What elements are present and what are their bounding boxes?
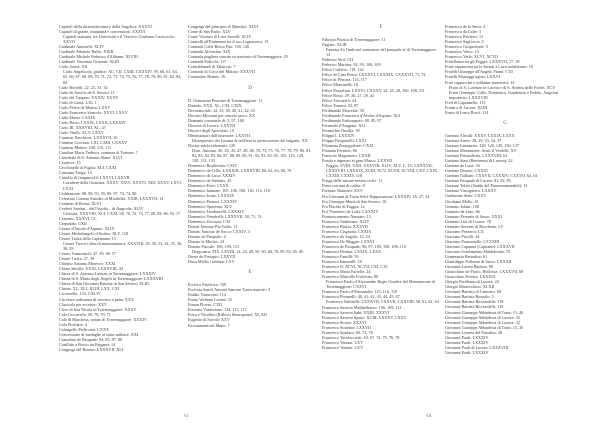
index-entry: Carlo Vitelli: XCV, LXXV [59,129,104,135]
index-entry: Felice Rossi: 29, 26, 27, 29, 43 [322,92,375,98]
index-entry: Controlli all'Eminenza tra il suo Legnascero: 15 [188,39,269,45]
index-entry: Contrada Alfonsina: XIX [188,49,231,55]
index-entry: Francesco da Lalle: 3 [445,29,481,35]
index-entry: Francesco Paolo d'Alessandro: 115, 116, 119 [322,289,398,295]
index-entry: Giovanni Battista Ricciardelli: 118 [445,299,504,305]
index-entry: Federico Martino: 92, 93, 108, 109 [322,62,381,68]
index-entry: Cesaticci: 15 [59,160,81,166]
index-entry: Gaetano Galliani: CXXVII, CXXXIV, CXXVII, 62, 64 [445,173,538,179]
index-entry: Carlo Felice de Mattia: LXXV [59,104,111,110]
index-entry: Carlo Arena: XII [59,64,88,70]
index-entry: Giovanni Giuseppe Abbadessa di Lucera: 32 [445,314,520,320]
index-entry: Felice de Lina Pietra: LXXXVI, LXXXIX, CXXXVII, 71, 72 [322,72,426,78]
index-entry: Chiarito Antonio Maresco: XXXI [59,261,116,267]
index-entry: Giovanni Battista Rozzolo: 5 [445,294,494,300]
page-number-left: vi [184,414,188,419]
index-entry: Domenico de Cillis: LXXXIX, LXXXVIII, 60, 62, 63, 68, 70 [188,168,292,174]
index-entry: Erica e Nicolino (Riflessi Sbarrapone): XI, XII [188,312,267,318]
index-entry: Emilio Vanuccius: 114 [188,292,226,298]
index-entry: Cesare Michelangelo d'Avalos: XLV, 118 [59,230,129,236]
index-entry: Gaetano Lammetta: 120, 126, 129, 130, 137 [445,142,519,148]
index-entry: Gaetano Pasquale di Lucera: 81, 82, 85 [445,178,511,184]
index-entry: Gaetano Denaro: CXXXI [445,168,488,174]
index-entry: Felice Caffetto: 119, 124 [322,67,364,73]
index-entry: Cardinale Vincenzo Grimani: XLIII [59,59,120,65]
index-entry: Ecclesia Sancti Antonii Sanctae Turris maioris: 3 [188,287,271,293]
index-entry: Francesco Saverio Spanò: XCIII, LXXXV, CXXV [322,314,407,320]
index-entry: Francesco Paolo d'Alessandro Regio Giudice del Monasterone di Torremaggiore: CXXVI [326,279,436,290]
index-entry: Francesco Storzino: LXXVII [322,324,371,330]
index-entry: Felice di Pescara: 116, 117 [322,77,367,83]
index-entry: Fondo e ingresso ai gran Masco: LXXVII [322,158,393,164]
index-entry: Francesco II: XCVI, XCVII, CXI, CXI [322,264,388,270]
index-entry: Fra Placido di Foggia: 12 [322,203,365,209]
index-entry: Gasbarone Sette: CXXV [445,193,487,199]
index-entry: Decoratoriale: 22, 23, 38, 40, 41, 42, 43 [188,107,255,113]
index-entry: Francesco Andrisano: XLIV [322,218,370,224]
index-entry: Giacomo Pezzerra: LX [445,228,484,234]
index-entry: Gioacchino de Florio, Bellozza: LXXXVII, 60 [445,269,524,275]
index-entry: Giacomo Ponzaniello: LXXXIII [445,238,500,244]
index-entry: Ennon Ploves: CXII [188,302,222,308]
index-entry: Ferdinando Morreale: 30 [322,107,364,113]
index-entry: Francesco Ventasi: LXV [322,339,364,345]
index-entry: Francesco Mascelle Fraferino: 80 [322,274,379,280]
index-entry: Francesco Saverio Sabi: XXIII, XXXVI [322,309,390,315]
index-entry: Errorino Vanessiano: 114, 115, 117 [188,307,247,313]
index-entry: Conte di San Paolo: XLV [188,29,231,35]
index-entry: Casimiro Tangs: 14 [59,170,92,176]
index-entry: Domenico Icone: LXXXIX [188,193,235,199]
index-entry: Diocese di Lucera: LXXVII [188,122,236,128]
index-entry: Cavaliere della Giustizia: XXXV, XXIV, XXXVI, XIII, XXXV, LXVI, CXXI [63,180,182,191]
index-entry: Famosa d'a l'indo nel sommerso del pasquale al di Torremaggiore: 14 [326,47,437,58]
index-entry: Giammaria Berardini: 61 [445,254,488,260]
index-entry: Eccleco Fatelvica: 109 [188,282,227,288]
index-entry: Gennaro de Lino: 66 [445,208,480,214]
index-entry: Carmine Nacchicer: LXXXVII, 16 [59,135,118,141]
index-entry: Francesco de Pasquale: 96, 97, 100, 108, 109, 110 [322,243,406,249]
page-number-right: vii [426,414,432,419]
index-entry: Cesare Traincattoli: 47, 49, 48, 57 [59,251,116,257]
index-entry: Fratellanza tra gli Foggia: LXXXVII, 17, 18 [445,59,520,65]
index-entry: Gaetano Stasi (Benvenuti di Lucera): 22 [445,158,513,164]
index-entry: Contrada di Ciccà del Mulino: XXXVII [188,69,255,75]
index-entry: Donato la Morleo: 24 [188,238,225,244]
index-entry: Fratri Giuseppe, Callo, Domenico, Gaudenzio e Fedele, Angioini inquizarisi: LXXXVIII [449,89,558,100]
index-entry: Carlo Borrelli: 22, 23, 33, 34 [59,84,108,90]
index-entry: Filomena Zizzoppilone: CXXI [322,143,374,149]
index-entry: Francesco Iannotilli: 18 [322,259,362,265]
index-entry: Francesco Cisgnotta: LXXIX [322,228,372,234]
index-entry: Domenico Tamburrelli: LXXXIV [188,208,245,214]
index-entry: Filippo Pasquarelli: LXXI [322,137,366,143]
index-entry: Cecchinella di Puglia: XLI, CXXI [59,165,117,171]
index-entry: Gioacchino Ferrara: LXXXIX [445,274,496,280]
index-entry: Francesco Spadaro: 60, 73, 78 [322,329,373,335]
index-entry: Gaetano de Luca: 34 [445,163,480,169]
index-entry: Giovanni Giuseppe Abbadessa di Trani: 15, 20 [445,324,524,330]
index-entry: Chiesa: XL, XLI, XLIII, LXX, CXI [59,286,120,292]
index-entry: Francesco da Angelo: 13, 24 [322,233,370,239]
index-entry: Contrada Colle Bosco Pan: 100, 126 [188,44,250,50]
index-entry: Felice Trovarelli: 24 [322,97,357,103]
index-entry: Fratelli Giuseppe all'Angelo Pirani: CXI [445,69,513,75]
index-entry: Giovanni Loreto Battista: 90 [445,264,494,270]
index-entry: Giacomo Scarlamento Maldobrado: 75 [445,248,511,254]
index-entry: Congrega del principio di Maschio: XLVI [188,24,259,29]
index-entry: Cardinale Antonelli: XLIV [59,44,105,50]
index-entry: Duca Mellio Gasbani: LXV [188,259,235,265]
index-entry: Cardinale Michele Federico d'Althann: XLVIII [59,54,138,60]
index-entry: Doctor-ndola infermati: 120 [188,142,236,148]
section-gap [188,80,312,85]
section-gap [445,115,565,120]
index-entry: Domenico Ferri: LXXX [188,183,229,189]
index-entry: Fonga delle misure mezzo ciclie: 11 [322,178,383,184]
index-entry: Felice Tozzini: 53, 87 [322,102,359,108]
index-entry: Donato Pascale: 108, 109, 113 [188,243,240,249]
index-entry: Cola Picolatte: 4 [59,321,87,327]
index-entry: Gennaro Ferrante di Sasso: XXXI [445,213,502,219]
index-entry: Filippo I: LXXXIV [322,132,355,138]
index-entry: Domenico de Stefanis: 45 [188,178,232,184]
index-entry: Fortuna: Brancini: XXV [322,188,363,194]
index-entry: Decorio Missioni per cincelo sacro: XX [188,112,255,118]
index-entry: Giovanni Pauli: LXXXIV [445,334,489,340]
index-entry: Dissequestro dei Lucana di nell'iero in persecuzione dei briganti: XX [192,137,308,143]
index-entry: Gaetano Altrulli: XXXV, LXXIX, LXXX [445,132,515,138]
index-entry: Domenico de Luca: XXXIV [188,173,236,179]
index-entry: Felice Pezzolina: LXXVI, CXXXV, 24, 25, 28, 100, 108, 111 [322,87,425,93]
index-entry: Fonte di Lenio Rossi: 114 [445,109,489,115]
index-entry: Fernarchia Nocilla: 95 [322,127,360,133]
index-entry: Giovanni Leoneo del Paradiso: 28 [445,329,503,335]
section-letter: E [248,270,252,276]
index-entry: Francesco Saltinelli: LXXXVII, CXXVII, CXXVIII, 58, 61, 62, 64 [326,299,439,305]
index-entry: Cerpadala: CXII [59,220,87,226]
index-entry: Carlo del Tangaro: XXXIV, XXXV [59,94,119,100]
index-entry: Chiesa di San Giovanni Battista in San Severo: XLIII [59,281,149,287]
index-entry: Colangello Pedicciati: CXXX [59,326,110,332]
index-entry: Frate cappuccini tra le Inviati a Luca sodalizzato: 16 [445,64,533,70]
index-entry: Gaetano Vinciguerra: LXXXV [445,188,497,194]
index-entry: Fonti con una di colèta: 8 [322,183,365,189]
index-entry: Carmine Matteo: 108, 110, 111 [59,145,112,151]
index-entry: Giovanni Giuseppe Abbadessa di Lucera: 32 [445,319,520,325]
index-entry: Carlo III, XXXVIII, XL, 47 [59,124,106,130]
index-entry: Gianfilippo Pollastra di Sasso: LXXXII [445,259,512,265]
section-letter: F [379,25,383,30]
index-entry: Francesco Brulio: XXXVII [322,223,368,229]
index-entry: Daniele: XXX, XL, CXI, CXIX [188,102,242,108]
index-entry: Francescantonio Nenzato: 13 [322,213,371,219]
index-entry: Domenico Brudocetta: CXIV [188,163,238,169]
index-entry: Cola Ceccarella: 59, 79, 70, 71 [59,311,111,317]
index-entry: Francesco Valco: 13 [445,49,479,55]
index-entry: Giacomo Capanna (Capitano): LXXXVII [445,243,515,249]
index-entry: Gennaro Sovente di Rocchetta: LV [445,223,504,229]
index-entry: Francesco Fantilli: 59 [322,254,359,260]
section-letter: D [248,85,252,91]
section-gap [188,264,312,269]
index-entry: Francesco Denina: LXXIX, LXXX [322,249,382,255]
index-entry: Giorgio Ferriliano di Lucera: 24 [445,279,499,285]
index-entry: Contrada Palicchi: 117 [188,59,227,65]
index-entry: Costantino Bernes: 16 [188,74,226,80]
index-entry: Domenico Venafrelli: LXXXVII, 50, 71, 74 [188,213,262,219]
index-entry: Cesare Tresce (alias di maestrantaro): XXXVIII, 29, 30, 33, 34, 35, 36, 38, 39 [63,241,183,252]
index-column-2 [188,24,312,328]
index-entry: Gaetano Telaio (Sudde del Pansionomandiòl): 13 [445,183,528,189]
index-entry: Congrega del Boemo: LXXXVII, XLI [59,347,124,352]
index-entry: Ceddenzone: 98, 99, 93, 95, 96, 97, 74, 74, 80 [59,190,137,196]
index-entry: Carlo de Sanctis de S. Severo: 11 [59,89,115,95]
index-entry: Chiesa di S. Maria degli Angeli in Torremaggiore: LXXXVIII [59,276,163,282]
index-entry: Francesco De Maggio: LXXVI [322,238,375,244]
index-entry: Excommunicati Mater: 7 [188,322,230,328]
index-entry: Cesare d'Amolo d'Aquino: XLIX [59,225,115,231]
index-column-4 [445,24,565,355]
index-entry: Giorgio Marrocchino: XLXII [445,284,495,290]
index-entry: Giovanni Battista di Cantorro: 60 [445,289,502,295]
index-entry: Capitoli di grazie, immunità e concessioni: XXXVI [59,29,146,35]
index-entry: Giovanni Pauli di Lucera: LXXXVIII [445,344,509,350]
index-entry: Capitoli statutari, tra Università e il Vescovo Girolamo Caracciolo: XXVII [63,34,175,45]
index-entry: Giovanni Battista Ricciardelli: 118 [445,304,504,310]
index-entry: Ferdinando Francesco d'Avalos d'Aquino: XLI [322,112,401,118]
index-entry: Cesare Trotta: 37, 39 [59,256,95,262]
index-entry: Fagiani: XLIII [322,42,347,48]
index-entry: Consolato de Pasquale: 84, 85, 87, 88 [59,336,123,342]
index-entry: Domenico Spaventa: XLV [188,203,233,209]
index-entry: Fra' Prometeo de Leila: LXXXIV [322,208,379,214]
index-entry: Francesco Petrizzo: 13 [445,34,484,40]
index-entry: Circolare ordinanza di servizio a pena: XXX [59,296,134,302]
index-entry: Cattedrale di S. Antonio Abate: XLVI [59,155,123,161]
index-entry: Fonicolo Magnasero: CXXII [322,153,371,159]
index-entry: Francesco Sagliocca: 5 [445,39,484,45]
index-entry: Chiara Sarolla: XXXI, LXXXVIII, 44 [59,266,123,272]
index-entry: Carlo Francesco Siascola: XXVI, LXXV [59,109,128,115]
section-letter: G [503,120,507,126]
index-entry: Domenico Peruzzi: LXXXIV [188,198,238,204]
index-entry: Carlo Marso: LXXIX [59,114,96,120]
index-entry: Gennaro Iolatti: 108 [445,203,479,209]
index-entry: Fred di Capuanello: 113 [445,99,486,105]
index-entry: Clero di San Nicola in Torremaggiore: XXXV [59,306,137,312]
index-entry: Gaetano Mezzanotte: Arnis il Verdelli: XV [445,148,517,154]
index-entry: Felice Mancinelli: 18 [322,82,358,88]
index-entry: Eugenio di Savoia: XXV [188,317,230,323]
index-entry: Centrino di Rossa: XLVI [59,200,101,206]
index-entry: Gaetano Pettinalletta: LXXXVIII, 62 [445,153,508,159]
index-entry: Francesco Gisquertone: 5 [445,44,488,50]
index-entry: Concessione di medaglie al valor militare: XXI [59,331,139,337]
index-entry: Druso de Pissopio: LXXVII [188,254,236,260]
index-entry: D. Gennarino Pisacino di Torremaggiore: 11 [188,97,263,103]
index-entry: Fernando d'Aragona: XLI [322,122,366,128]
index-entry: Dom. Antonio: 40, 43, 45, 47, 48, 68, 70, 73, 75, 76, 77, 78, 79, 80, 81, 82, 83, 84, 85, 86, 87, 88, 89, 90, 91, 92, 93, 94, 95, 105, 125, 129, 130, 131, 133 [192,148,312,164]
index-entry: Contrada pugliese sancito in territorio di Torremaggiore: 25 [188,54,288,60]
index-entry: Gennaro Lioi di Lucera: 78 [445,218,491,224]
index-entry: Giovanni Pauli: LXXXIV [445,339,489,345]
index-entry: Carlo Rossi: LXXIX, LXXX, LXXXIV [59,119,126,125]
index-entry: Francesco Tavolaccietti: 63, 67, 74, 75, 76, 78 [322,334,400,340]
index-entry: Fiumara Fermesi: 80 [322,148,357,154]
index-entry: Cerionni, XXXVI, CL [59,215,97,221]
index-column-3 [322,24,440,350]
index-entry: Domenico Iannone: 105, 106, 108, 110, 114, 118 [188,188,270,194]
index-column-1 [59,24,183,352]
index-entry: Cesare Trotta della Capitanata: 15 [59,235,116,241]
index-entry: Francesco Saverio Maldaribasso: 106, 109, 111 [322,304,402,310]
index-entry: Demanio comunale di: 2, 97, 100 [188,117,244,123]
index-entry: Fratelli Marzaggi ugino: LXXVI [445,74,501,80]
index-entry: Capitoli della diciassettesima e della Angelica: XXXVI [59,24,152,29]
index-entry: Francesco Storza: XXXVI [322,319,367,325]
index-entry: Ennio Verbeno Lucani: 33 [188,297,232,303]
index-entry: Francesco Verle: XCVI, XCVII [445,54,498,60]
index-entry: Dimissionari dall'assessore: LXXVII [188,132,250,138]
index-entry: Conflitto a Bosco tra Brigantí: 14 [59,341,116,347]
index-entry: Giovanni Giuseppe Abbadessa di Trani: 15, 20 [445,309,524,315]
index-entry: Fratri di S. Lorenzo in Lucera e di S. Andrea delle Foche: XCV [449,84,556,90]
index-entry: Giovanni Pauli: LXXXIV [445,349,489,355]
index-entry: Cerdevi Santini – dell'Aquila – di Angicola: XLIV [59,205,144,211]
index-entry: Conte Vicenzo di Luca Savelli: XLIV [188,34,252,40]
index-entry: Francesco Pocanelli: 40, 41, 42, 43, 44, 45, 47 [322,294,400,300]
index-entry: Carolina Maria Tedesca, contessa di Tortone: 7 [59,150,138,156]
index-entry: Carmine Crociata: CXI, CXIII, CXXXV [59,140,128,146]
index-entry: Cola di Marchesa, notaio di Torremaggiore: XXXIV [59,316,147,322]
index-entry: Foggia: XVIII, XXII, XXXVIII, XLIV, XLV, L, LV, LXXXVII, LXXXVIII, LXXXIX, XCIII, XCV, XCVII, XCVIII, CXV, CXIX, CXXIII, CXXIV, 118 [326,163,439,179]
index-entry: Clavicola per avoritor: XXV [59,301,108,307]
index-entry: Cetecala, XXXVIII, XCI, CXXI, 68, 70, 72, 73, 77, 80, 83, 86, 93, 17 [63,210,181,216]
index-entry: Fabrizio Pizzica di Torremaggiore: 11 [322,37,386,43]
index-entry: Federico Sirri: CII [322,57,353,63]
index-entry: Chiesa di S. Antonio Lateran in Torremaggiore: LXXXIV [59,271,156,277]
index-entry: Castello di Gargancolli: LXXVI, LXXVII [59,175,130,181]
index-entry: Giacomo Piscilli: 24 [445,233,480,239]
index-entry: Domenico Zaccaria: CXI [188,218,231,224]
index-entry: Ferdinando Fedorrapoto: 80, 85, 87 [322,117,382,123]
index-entry: Fra Giuseppe Maria di San Severo: 16 [322,198,387,204]
index-entry: Dragonara: XIX, LXVIII, 14, 24, 49, 50, 60, 68, 78, 80, 83, 85, 86 [192,248,304,254]
index-entry: Carlo Angelicola, giudice: XC, CII, CXIII, CXXXIV, 59, 60, 61, 64, 65, 66, 67, 68, 69, 70, 71, 72, 73, 74, 75, 76, 77, 78, 79, 80, 81, 82, 83, 84 [63,69,182,85]
index-entry: Ciccariello: 133, CXLIV [59,291,101,297]
index-entry: Cardinale Fabrizio Ruffo: XXIII [59,49,114,55]
index-entry: Contrabbandi di Tabaccio: 7 [188,64,236,70]
index-entry: Francesco Ventasi: LXV [322,344,364,350]
index-entry: Fra Giovanni di Tozia Selvi Rappasazione: LXXXIV, 16, 27, 14 [322,193,430,199]
index-entry: Diocesi degli Apocolati: 10 [188,127,234,133]
index-entry: Fronti a di Lucera: XLIII [445,104,488,110]
index-entry: Frati cappuccini e soldatini morrecesi: 14 [445,79,515,85]
index-entry: Donati Antonio Pio Gallo: 11 [188,223,238,229]
index-entry: Donato de Pasquale: 4 [188,233,226,239]
index-entry: Donato Antonio de Sacco: LXXIV, 4 [188,228,250,234]
index-entry: Francesco de la Serra: 4 [445,24,486,29]
index-entry: Carlo di Gaeta: LXI, 1 [59,99,97,105]
index-entry: Celestino Cosimo Amodio di Mirabella: XXIII, LXXXVII, 14 [59,195,164,201]
index-entry: Gaetano Arnes: 28, 29, 33, 34, 37 [445,137,502,143]
index-entry: Girolamo Mollo: 41 [445,198,479,204]
index-entry: Francesco Maria Fariello: 24 [322,269,371,275]
